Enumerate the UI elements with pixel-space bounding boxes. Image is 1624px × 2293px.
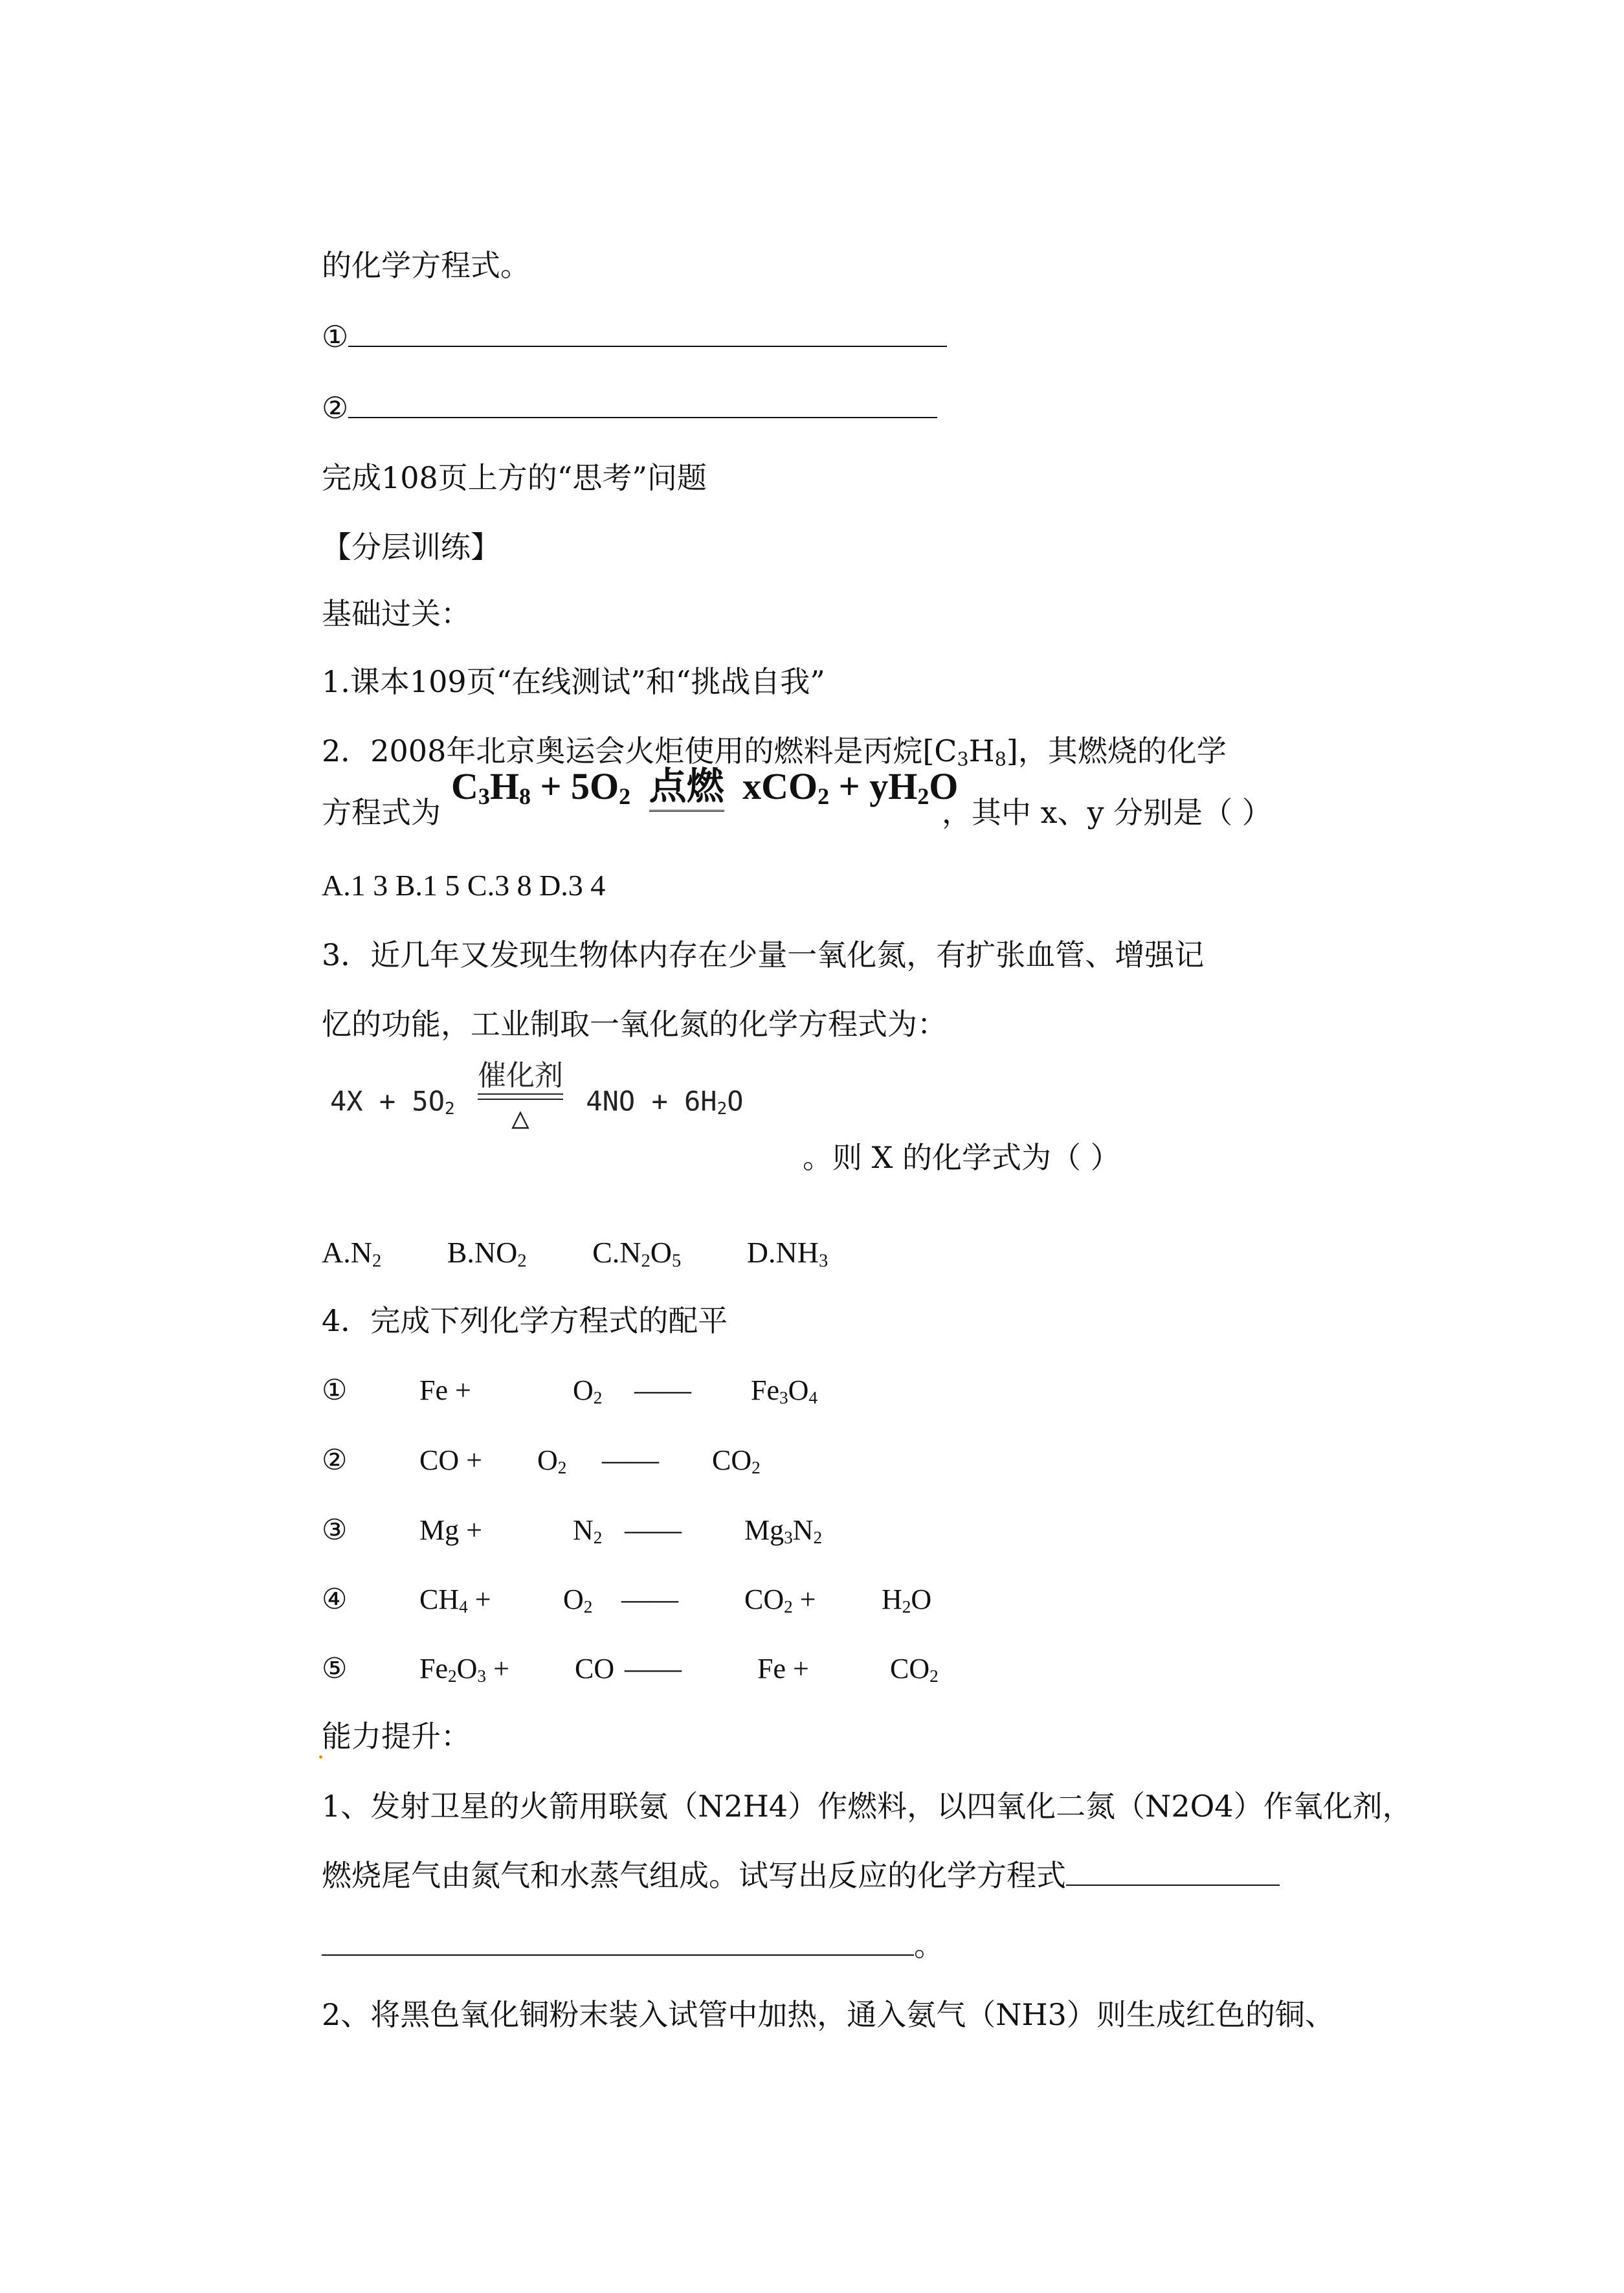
choice-a: $A.N_2$ [322,1236,382,1271]
question-2-line-2 [322,793,441,832]
advanced-question-1-line-3: 。 [322,1926,944,1965]
catalyst-condition: 催化剂 △ [478,1059,563,1135]
question-2-choices: A.1 3 B.1 5 C.3 8 D.3 4 [322,869,606,902]
highlight-dot: . [318,1743,324,1763]
question-4-heading: 4．完成下列化学方程式的配平 [322,1303,728,1338]
answer-line-2 [322,388,937,427]
answer-blank-3[interactable] [1066,1856,1280,1886]
choice-c: $C.N_2O_5$ [592,1236,682,1271]
question-3-choices [322,1233,828,1272]
answer-marker-1: ① [322,319,349,354]
question-3-line-2: 忆的功能，工业制取一氧化氮的化学方程式为： [322,1007,947,1042]
answer-blank-4[interactable] [322,1926,914,1956]
equals-underline [649,810,724,812]
basic-level-heading [322,594,471,633]
think-question-line [322,458,707,497]
equation-lead-text: 方程式为 [322,795,441,830]
question-1 [322,662,825,701]
advanced-level-heading: . 能力提升： [322,1717,471,1756]
answer-marker-2: ② [322,390,349,425]
section-heading [322,528,500,566]
answer-blank-2[interactable] [348,388,937,418]
propane-combustion-equation: $C_3H_8 + 5O_2$ 点燃 $xCO_2 + yH_2O$ [451,764,958,809]
basic-level-text: 基础过关： [322,596,471,631]
line-equation-instruction [322,246,530,285]
advanced-question-1-line-1: 1、发射卫星的火箭用联氨（N2H4）作燃料，以四氧化二氮（N2O4）作氧化剂， [322,1789,1412,1824]
think-question-text: 完成108页上方的“思考”问题 [322,460,707,495]
answer-line-1 [322,317,947,356]
question-1-text: 1.课本109页“在线测试”和“挑战自我” [322,664,825,699]
question-2-ask: ，其中 x、y 分别是（ ） [942,795,1272,830]
double-line [478,1093,563,1100]
advanced-question-1-line-2: 燃烧尾气由氮气和水蒸气组成。试写出反应的化学方程式 [322,1856,1280,1895]
question-3-ask: 。则 X 的化学式为（ ） [803,1140,1120,1175]
question-3-line-1: 3．近几年又发现生物体内存在少量一氧化氮，有扩张血管、增强记 [322,937,1205,972]
question-2-line-1: 2．2008年北京奥运会火炬使用的燃料是丙烷$[C_3H_8]$，其燃烧的化学 [322,733,1227,770]
instruction-text: 的化学方程式。 [322,248,530,283]
reaction-condition: 点燃 [649,764,724,809]
nitric-oxide-equation: $4X + 5O_2$ 催化剂 △ $4NO + 6H_2O$ [330,1059,744,1135]
advanced-question-2-line-1: 2、将黑色氧化铜粉末装入试管中加热，通入氨气（NH3）则生成红色的铜、 [322,1997,1335,2032]
answer-blank-1[interactable] [348,317,947,347]
section-heading-text: 【分层训练】 [322,530,500,565]
worksheet-page: 的化学方程式。 ① ② 完成108页上方的“思考”问题 【分层训练】 基础过关： 1.课本109页“在线测试”和“挑战自我” 2．2008年北京奥运会火炬使用的燃料是丙烷$[C_3H_8]$，其燃烧的化学 方程式为 $C_3H_8 + 5O_2$ 点燃 $xCO_2 + yH_2O$ ，其中 x、y 分别是（ ） A.1 3 B.1 5 C.3 8 D.3 4 3．近几年又发现生物体内存在少量一氧化氮，有扩张血管、增强记 忆的功能，工业制取一氧化氮的化学方程式为： $4X + 5O_2$ 催化剂 △ $4NO + 6H_2O$ 。则 X 的化学式为（ ） $A.N_2$ $B.NO_2$ $C.N_2O_5$ $D.NH_3$ 4．完成下列化学方程式的配平 ① Fe + $O_2$ —— $Fe_3O_4$ ② CO + $O_2$ —— $CO_2$ ③ Mg + $N_2$ —— $Mg_3N_2$ ④ $CH_4$ + $O_2$ —— $CO_2$ + $H_2O$ ⑤ $Fe_2O_3$ + CO —— Fe + $CO_2$ . 能力提升： 1、发射卫星的火箭用联氨（N2H4）作燃料，以四氧化二氮（N2O4）作氧化剂， 燃烧尾气由氮气和水蒸气组成。试写出反应的化学方程式 。 2、将黑色氧化铜粉末装入试管中加热，通入氨气（NH3）则生成红色的铜、 [0,0,1624,2293]
choice-d: $D.NH_3$ [746,1236,829,1271]
choice-b: $B.NO_2$ [447,1236,527,1271]
